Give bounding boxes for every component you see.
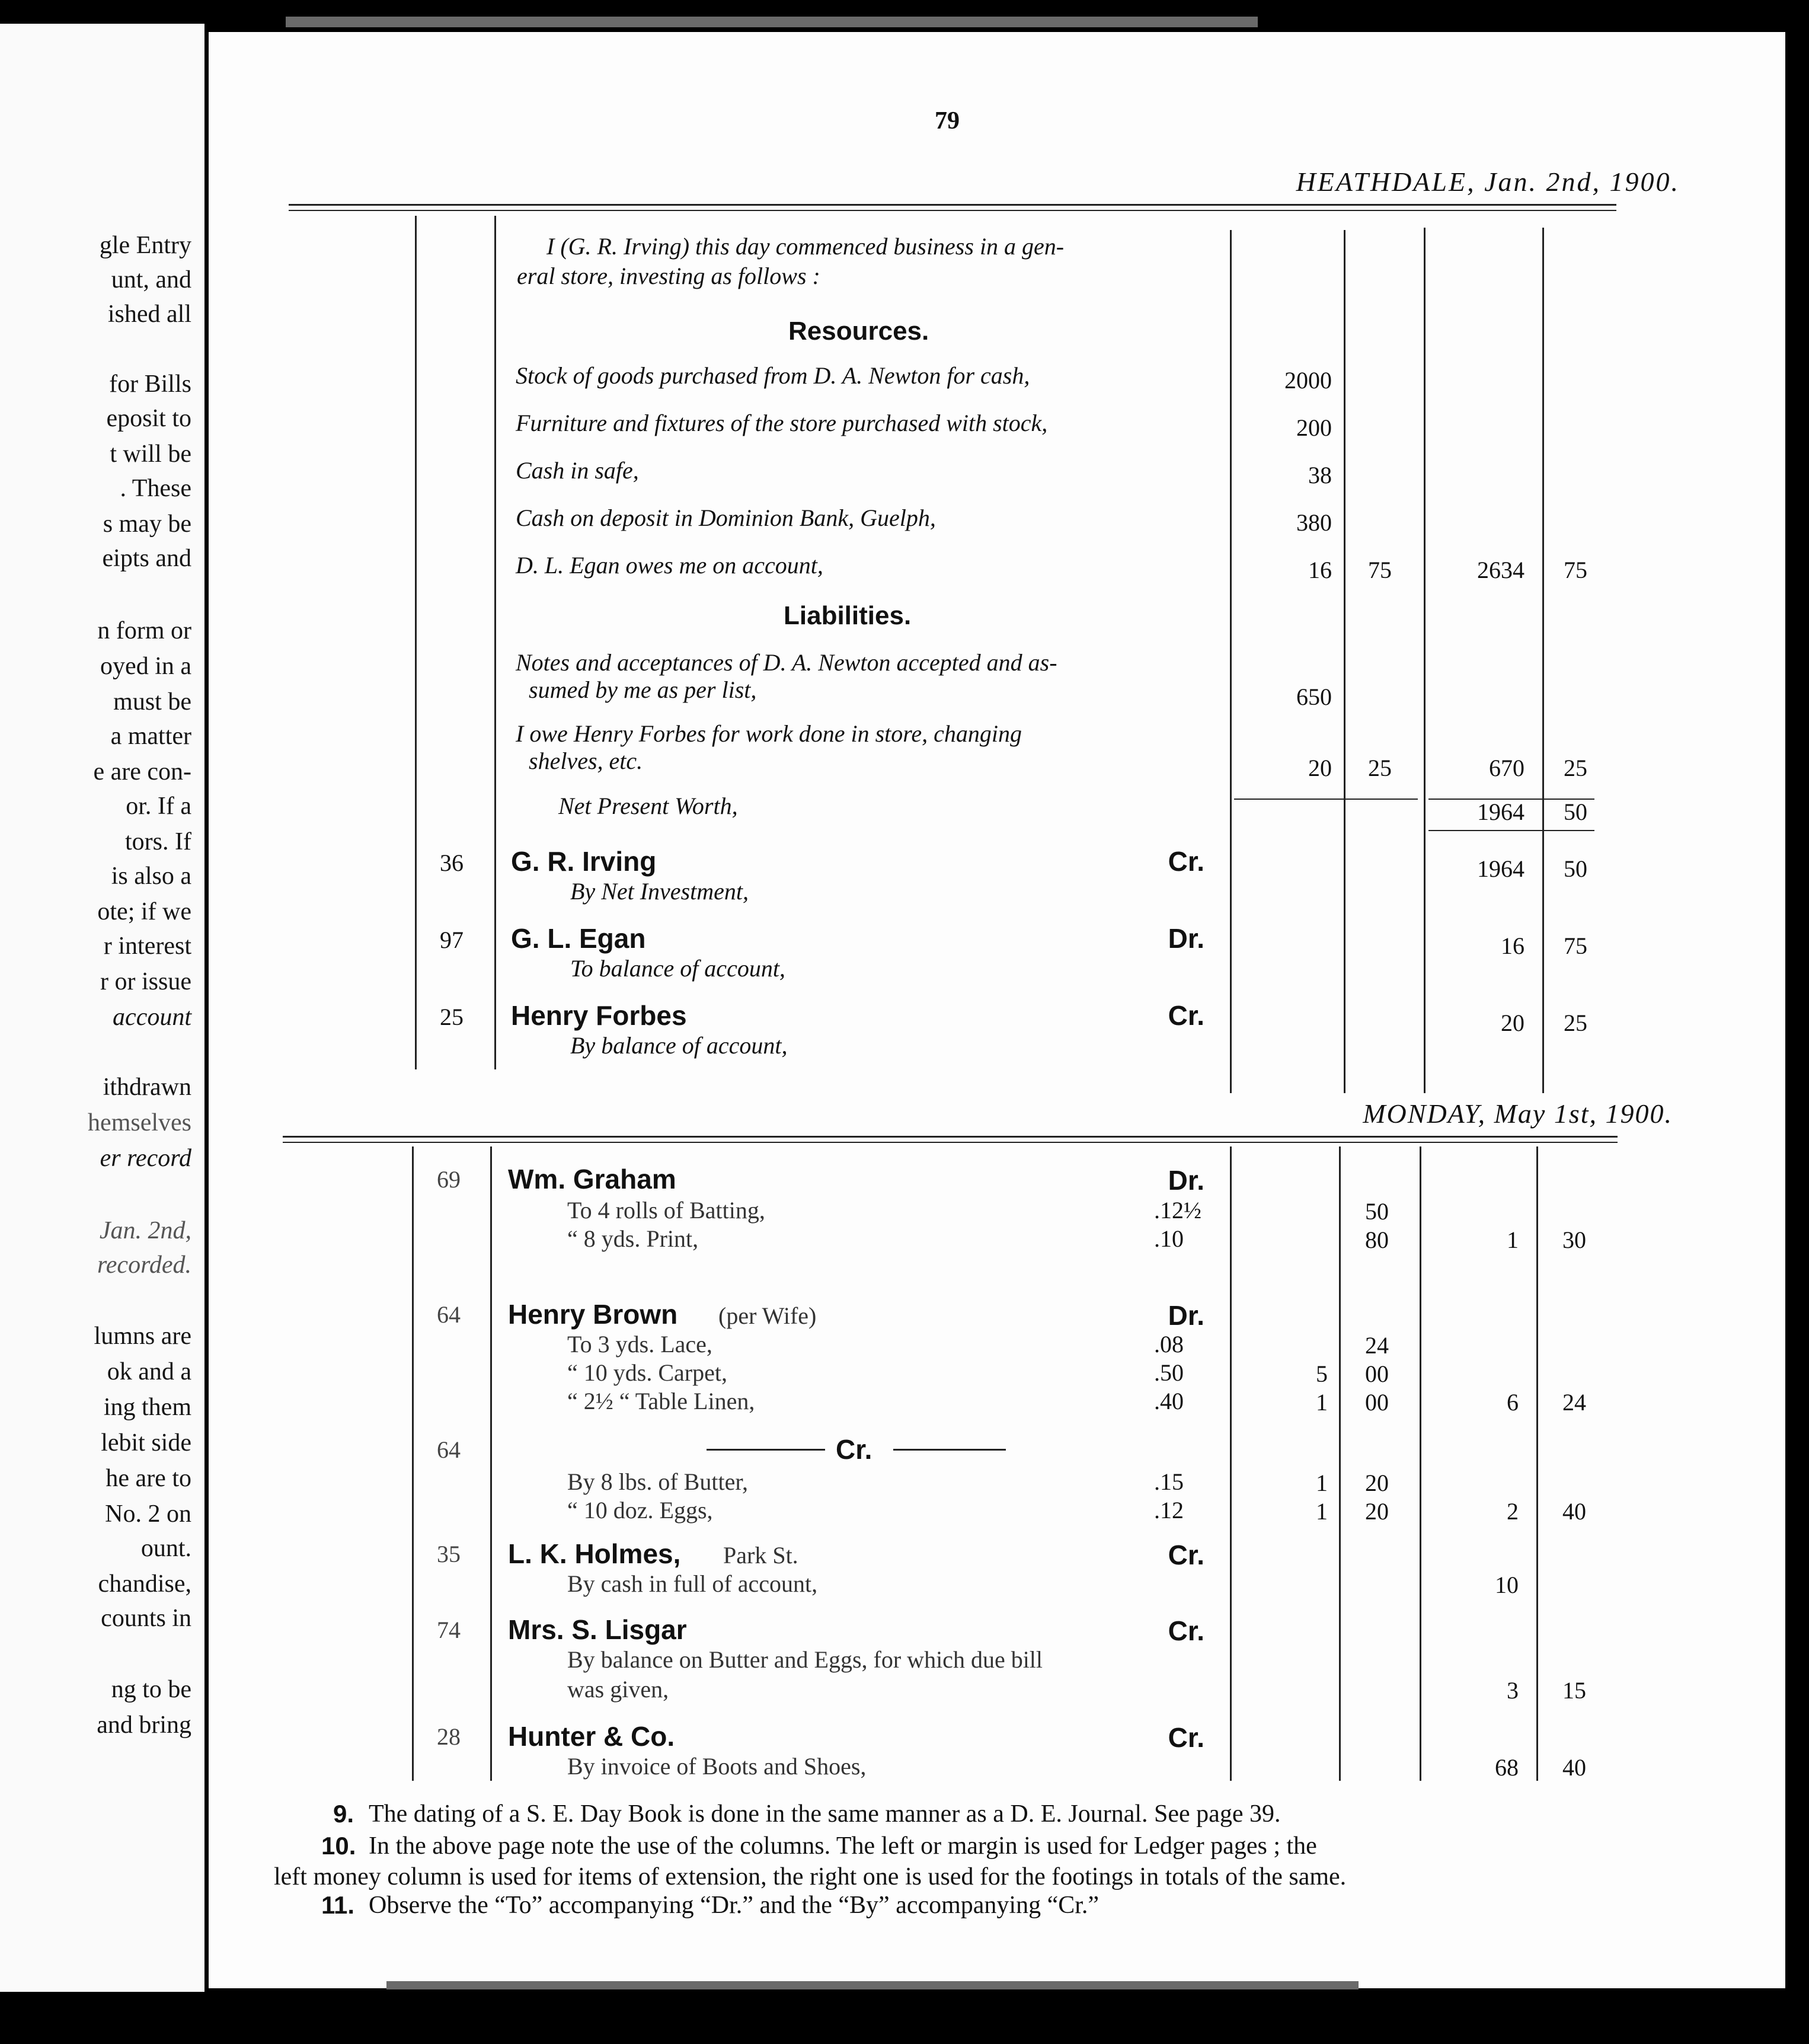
liability-money1-dollars: 650 <box>1296 684 1332 710</box>
item-money2-cents: 40 <box>1562 1754 1586 1781</box>
ledger-folio: 28 <box>437 1723 461 1750</box>
dr-cr-marker: Dr. <box>1168 923 1204 954</box>
text-col-rule <box>494 216 496 1069</box>
networth-total-rule <box>1428 830 1594 831</box>
item-rate: .10 <box>1154 1225 1184 1252</box>
resource-money2-dollars: 2634 <box>1477 557 1524 583</box>
item-description: By balance on Butter and Eggs, for which due bill <box>567 1646 1043 1673</box>
section2-top-rule-2 <box>283 1142 1618 1143</box>
section1-top-rule <box>289 204 1616 206</box>
liability-money1-cents: 25 <box>1368 755 1392 781</box>
account-money2-cents: 75 <box>1564 932 1587 959</box>
liability-line: Notes and acceptances of D. A. Newton accepted and as- <box>516 649 1057 676</box>
item-rate: .15 <box>1154 1468 1184 1495</box>
left-page-fragment: lumns are <box>94 1323 191 1350</box>
left-page-fragment: ote; if we <box>97 898 191 925</box>
item-money1-dollars: 1 <box>1316 1470 1328 1496</box>
item-rate: .12 <box>1154 1497 1184 1524</box>
item-description: “ 8 yds. Print, <box>567 1225 699 1252</box>
left-page-fragment: tors. If <box>125 828 191 855</box>
item-money2-dollars: 10 <box>1495 1572 1519 1598</box>
account-name: Wm. Graham <box>508 1164 676 1195</box>
folio-col-rule <box>415 216 417 1069</box>
account-name-note: Park St. <box>723 1542 798 1569</box>
note-text: The dating of a S. E. Day Book is done in the same manner as a D. E. Journal. See page 39. <box>369 1800 1281 1828</box>
ledger-folio: 36 <box>440 849 464 876</box>
note-number: 9. <box>333 1800 354 1828</box>
ledger-folio: 64 <box>437 1436 461 1463</box>
liability-line: shelves, etc. <box>529 748 643 774</box>
dr-cr-marker: Cr. <box>1168 1615 1204 1646</box>
left-page-fragment: eipts and <box>102 545 191 572</box>
item-money2-dollars: 68 <box>1495 1754 1519 1781</box>
left-page-fragment: eposit to <box>106 405 191 432</box>
left-page-fragment: for Bills <box>109 371 191 398</box>
account-name: Henry Forbes <box>511 1000 687 1031</box>
dr-cr-marker: Cr. <box>1168 846 1204 877</box>
left-page-fragment: No. 2 on <box>105 1500 191 1528</box>
money1-left-rule <box>1230 230 1232 1093</box>
item-description: “ 10 yds. Carpet, <box>567 1359 727 1386</box>
left-page-fragment: ished all <box>107 301 191 328</box>
money1-cents-rule <box>1344 230 1345 1093</box>
item-description: By invoice of Boots and Shoes, <box>567 1753 867 1780</box>
item-money1-dollars: 5 <box>1316 1360 1328 1387</box>
liability-line: sumed by me as per list, <box>529 676 757 703</box>
s2-money1-left-rule <box>1230 1146 1232 1781</box>
resources-title: Resources. <box>788 317 929 346</box>
intro-line: I (G. R. Irving) this day commenced business in a gen- <box>546 233 1065 260</box>
item-description: By 8 lbs. of Butter, <box>567 1468 749 1495</box>
item-money1-cents: 24 <box>1365 1332 1389 1359</box>
left-page-fragment: e are con- <box>93 758 191 785</box>
liability-money1-dollars: 20 <box>1308 755 1332 781</box>
item-money2-dollars: 2 <box>1507 1498 1519 1525</box>
resource-money1-dollars: 38 <box>1308 462 1332 488</box>
net-worth-label: Net Present Worth, <box>558 793 738 819</box>
resource-money1-dollars: 16 <box>1308 557 1332 583</box>
cr-label: Cr. <box>836 1434 872 1465</box>
item-rate: .40 <box>1154 1388 1184 1414</box>
resource-money2-cents: 75 <box>1564 557 1587 583</box>
left-page-fragment: or. If a <box>126 793 191 820</box>
left-page-fragment: ithdrawn <box>103 1074 191 1101</box>
account-detail: To balance of account, <box>570 955 785 982</box>
item-money2-cents: 15 <box>1562 1677 1586 1704</box>
account-name: L. K. Holmes, <box>508 1538 681 1569</box>
item-money1-cents: 00 <box>1365 1389 1389 1416</box>
left-page-fragment: ng to be <box>111 1676 191 1703</box>
left-page-fragment: he are to <box>106 1465 191 1492</box>
item-description: To 4 rolls of Batting, <box>567 1197 765 1224</box>
s2-money2-left-rule <box>1420 1146 1421 1781</box>
note-text: Observe the “To” accompanying “Dr.” and the “By” accompanying “Cr.” <box>369 1892 1100 1919</box>
left-page-fragment: n form or <box>97 617 191 644</box>
account-name-note: (per Wife) <box>718 1302 817 1329</box>
item-money1-cents: 50 <box>1365 1198 1389 1225</box>
left-page-fragment: . These <box>120 475 191 502</box>
left-page-fragment: s may be <box>103 510 191 538</box>
liability-money2-cents: 25 <box>1564 755 1587 781</box>
item-description: “ 10 doz. Eggs, <box>567 1497 713 1524</box>
ledger-folio: 35 <box>437 1541 461 1567</box>
cr-dash-right <box>893 1449 1006 1451</box>
money2-left-rule <box>1424 228 1426 1093</box>
account-money2-dollars: 16 <box>1501 932 1524 959</box>
item-money2-cents: 30 <box>1562 1227 1586 1253</box>
item-money1-cents: 20 <box>1365 1498 1389 1525</box>
item-money2-dollars: 6 <box>1507 1389 1519 1416</box>
item-money2-dollars: 1 <box>1507 1227 1519 1253</box>
note-number: 11. <box>321 1891 355 1919</box>
left-page-fragment: ount. <box>140 1535 191 1562</box>
ledger-folio: 25 <box>440 1004 464 1030</box>
ledger-folio: 69 <box>437 1166 461 1193</box>
dr-cr-marker: Cr. <box>1168 1722 1204 1753</box>
account-money2-dollars: 20 <box>1501 1010 1524 1036</box>
resource-money1-dollars: 200 <box>1296 414 1332 441</box>
ledger-folio: 74 <box>437 1617 461 1643</box>
section2-top-rule <box>283 1136 1618 1138</box>
item-money1-cents: 80 <box>1365 1227 1389 1253</box>
left-page-fragment: chandise, <box>98 1570 191 1598</box>
item-description: was given, <box>567 1676 669 1703</box>
left-page-fragment: r interest <box>103 932 191 960</box>
left-page-fragment: recorded. <box>97 1251 191 1279</box>
ledger-folio: 64 <box>437 1301 461 1328</box>
left-page-fragment: er record <box>100 1145 191 1172</box>
account-detail: By balance of account, <box>570 1032 788 1059</box>
note-text-continued: left money column is used for items of extension, the right one is used for the footings in totals of the same. <box>274 1863 1347 1890</box>
resource-line: Cash in safe, <box>516 457 639 484</box>
item-rate: .50 <box>1154 1359 1184 1386</box>
left-page-fragment: must be <box>113 688 191 716</box>
item-money2-cents: 24 <box>1562 1389 1586 1416</box>
liability-line: I owe Henry Forbes for work done in store, changing <box>516 720 1022 747</box>
left-page-fragment: r or issue <box>100 968 191 995</box>
account-detail: By Net Investment, <box>570 878 749 905</box>
left-page-fragment: oyed in a <box>100 653 191 680</box>
left-page-fragment: t will be <box>110 440 191 468</box>
left-page-fragment: is also a <box>111 863 191 890</box>
item-description: “ 2½ “ Table Linen, <box>567 1388 755 1414</box>
left-page-fragment: Jan. 2nd, <box>99 1217 191 1244</box>
s2-folio-col-rule <box>412 1146 414 1781</box>
liabilities-title: Liabilities. <box>784 601 912 630</box>
net-worth-money2-dollars: 1964 <box>1477 799 1524 825</box>
left-page-fragment: counts in <box>101 1605 191 1632</box>
item-money1-dollars: 1 <box>1316 1389 1328 1416</box>
left-page-fragment: ing them <box>103 1394 191 1421</box>
item-money2-dollars: 3 <box>1507 1677 1519 1704</box>
scan-edge-bottom <box>386 1981 1359 1989</box>
s2-text-col-rule <box>490 1146 492 1781</box>
account-name: Hunter & Co. <box>508 1721 675 1752</box>
note-text: In the above page note the use of the columns. The left or margin is used for Ledger pages ; the <box>369 1832 1317 1860</box>
account-name: Mrs. S. Lisgar <box>508 1614 687 1645</box>
account-name: G. L. Egan <box>511 923 646 954</box>
s2-money1-cents-rule <box>1339 1146 1341 1781</box>
resource-money1-dollars: 2000 <box>1284 367 1332 394</box>
account-money2-cents: 25 <box>1564 1010 1587 1036</box>
left-page-fragment: a matter <box>110 723 191 750</box>
net-worth-money2-cents: 50 <box>1564 799 1587 825</box>
money1-total-rule <box>1234 799 1418 800</box>
item-money2-cents: 40 <box>1562 1498 1586 1525</box>
section2-heading: MONDAY, May 1st, 1900. <box>1363 1098 1673 1129</box>
account-name: G. R. Irving <box>511 846 657 877</box>
cr-dash-left <box>707 1449 825 1451</box>
dr-cr-marker: Dr. <box>1168 1165 1204 1196</box>
left-page-fragment: and bring <box>97 1711 191 1739</box>
item-money1-cents: 00 <box>1365 1360 1389 1387</box>
previous-page-sliver <box>0 24 204 1992</box>
resource-line: Cash on deposit in Dominion Bank, Guelph, <box>516 504 936 531</box>
section1-heading: HEATHDALE, Jan. 2nd, 1900. <box>1296 167 1680 197</box>
page-number: 79 <box>935 107 960 135</box>
account-money2-cents: 50 <box>1564 855 1587 882</box>
money2-cents-rule <box>1542 228 1544 1093</box>
left-page-fragment: lebit side <box>101 1429 191 1457</box>
account-name: Henry Brown <box>508 1299 678 1330</box>
dr-cr-marker: Cr. <box>1168 1000 1204 1031</box>
s2-money2-cents-rule <box>1536 1146 1538 1781</box>
ledger-page <box>209 32 1785 1988</box>
item-money1-dollars: 1 <box>1316 1498 1328 1525</box>
account-money2-dollars: 1964 <box>1477 855 1524 882</box>
item-rate: .12½ <box>1154 1197 1201 1224</box>
item-description: By cash in full of account, <box>567 1570 818 1597</box>
left-page-fragment: unt, and <box>111 266 191 293</box>
resource-money1-cents: 75 <box>1368 557 1392 583</box>
section1-top-rule-2 <box>289 210 1616 211</box>
liability-money2-dollars: 670 <box>1489 755 1524 781</box>
item-money1-cents: 20 <box>1365 1470 1389 1496</box>
resource-line: D. L. Egan owes me on account, <box>516 552 823 579</box>
left-page-fragment: hemselves <box>88 1109 191 1136</box>
resource-line: Furniture and fixtures of the store purchased with stock, <box>516 410 1048 436</box>
ledger-folio: 97 <box>440 927 464 953</box>
dr-cr-marker: Dr. <box>1168 1300 1204 1331</box>
resource-money1-dollars: 380 <box>1296 509 1332 536</box>
left-page-fragment: account <box>113 1004 191 1031</box>
note-number: 10. <box>321 1832 356 1860</box>
left-page-fragment: gle Entry <box>99 232 191 259</box>
scan-edge-top <box>286 17 1258 27</box>
item-description: To 3 yds. Lace, <box>567 1331 712 1358</box>
left-page-fragment: ok and a <box>107 1358 191 1385</box>
dr-cr-marker: Cr. <box>1168 1540 1204 1570</box>
item-rate: .08 <box>1154 1331 1184 1358</box>
resource-line: Stock of goods purchased from D. A. Newton for cash, <box>516 362 1030 389</box>
intro-line: eral store, investing as follows : <box>517 263 820 289</box>
